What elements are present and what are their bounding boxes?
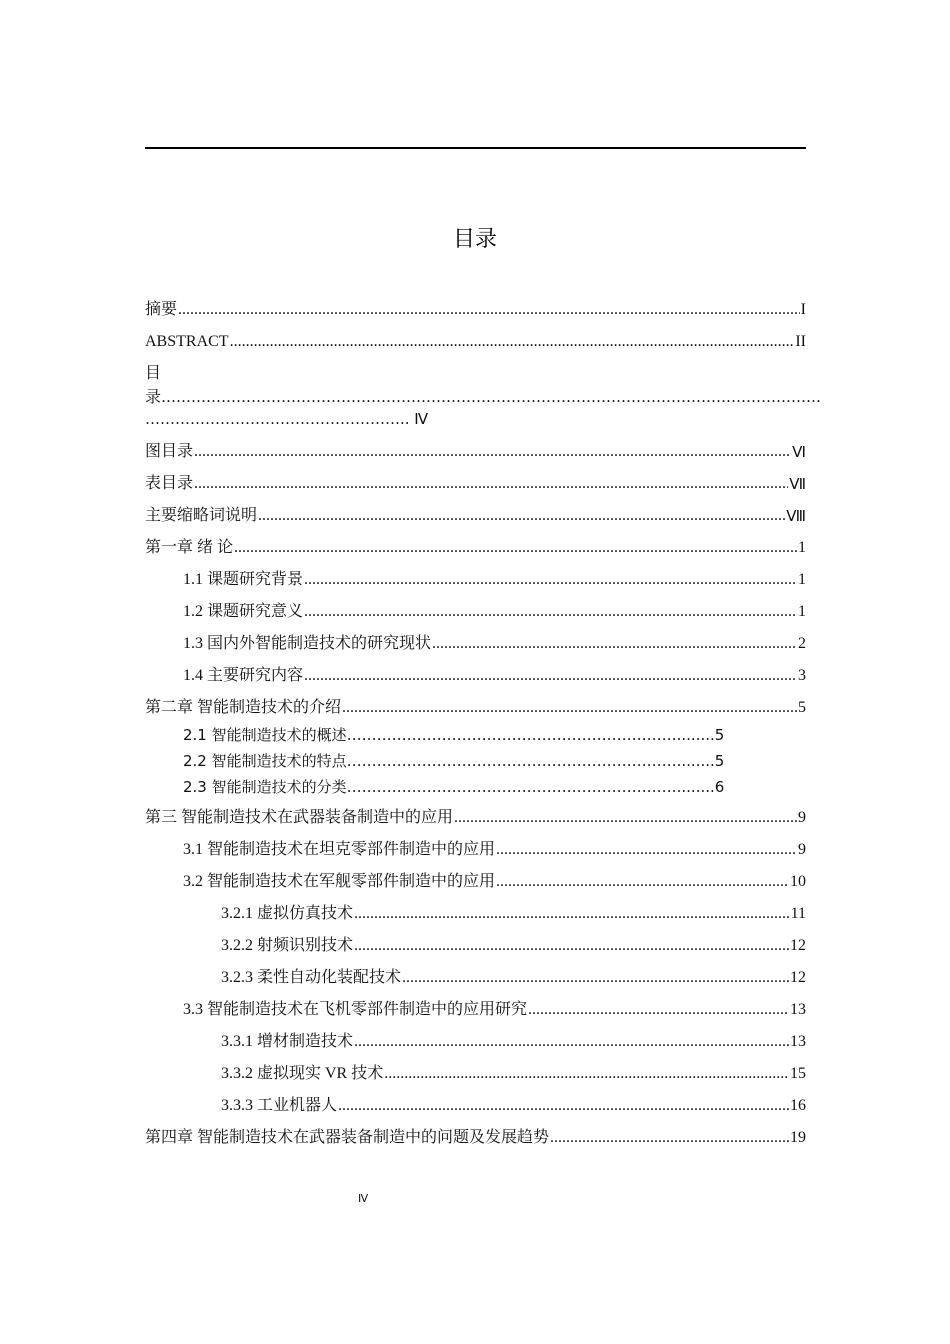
toc-entry-label: 3.2 智能制造技术在军舰零部件制造中的应用 — [183, 873, 496, 890]
toc-entry-page: 1 — [798, 539, 806, 556]
toc-entry-page: Ⅷ — [786, 507, 806, 525]
toc-leader — [550, 1128, 789, 1148]
toc-entry[interactable] — [145, 1124, 806, 1148]
toc-entry-page: 9 — [798, 809, 806, 826]
toc-entry-page: 19 — [790, 1129, 806, 1146]
toc-entry-label: 第三 智能制造技术在武器装备制造中的应用 — [145, 809, 454, 826]
toc-entry[interactable] — [183, 776, 803, 798]
toc-entry-page: 2 — [798, 635, 806, 652]
toc-entry-page: Ⅵ — [792, 443, 806, 461]
toc-entry-page: 1 — [798, 603, 806, 620]
toc-leader — [194, 442, 791, 462]
toc-entry-label: 3.3.2 虚拟现实 VR 技术 — [221, 1065, 384, 1082]
toc-entry-label: 1.1 课题研究背景 — [183, 571, 304, 588]
toc-entry[interactable] — [145, 996, 806, 1020]
toc-leader — [342, 698, 797, 718]
toc-entry[interactable] — [145, 630, 806, 654]
toc-entry[interactable] — [145, 534, 806, 558]
toc-entry-label: 主要缩略词说明 — [145, 507, 258, 524]
toc-entry-label: 3.2.3 柔性自动化装配技术 — [221, 969, 402, 986]
toc-leader — [402, 968, 789, 988]
toc-entry-page: Ⅶ — [789, 475, 806, 493]
toc-entry-label: 2.2 智能制造技术的特点 — [183, 752, 347, 770]
toc-leader — [258, 506, 785, 526]
toc-entry-page: 12 — [790, 937, 806, 954]
toc-entry-label: 录 — [145, 389, 162, 406]
toc-leader — [338, 1096, 789, 1116]
toc-entry-page: II — [795, 333, 806, 350]
toc-entry[interactable] — [145, 566, 806, 590]
toc-entry-page: ........6 — [676, 778, 725, 796]
toc-entry[interactable] — [145, 932, 806, 956]
toc-entry-label: 1.2 课题研究意义 — [183, 603, 304, 620]
toc-entry-label: 表目录 — [145, 475, 194, 492]
toc-entry-page: 11 — [790, 905, 806, 922]
toc-leader — [178, 300, 800, 320]
toc-entry-page: 3 — [798, 667, 806, 684]
toc-entry[interactable] — [145, 964, 806, 988]
toc-entry-label: 2.1 智能制造技术的概述 — [183, 726, 347, 744]
toc-entry[interactable] — [145, 296, 806, 320]
toc-entry-label: 3.3 智能制造技术在飞机零部件制造中的应用研究 — [183, 1001, 528, 1018]
toc-entry[interactable] — [145, 328, 806, 352]
toc-entry-label: 摘要 — [145, 301, 178, 318]
toc-leader — [454, 808, 797, 828]
toc-entry-page: 16 — [790, 1097, 806, 1114]
toc-entry-continuation — [145, 410, 428, 429]
toc-entry[interactable] — [145, 1028, 806, 1052]
toc-entry[interactable] — [183, 750, 803, 772]
toc-entry[interactable] — [145, 598, 806, 622]
toc-entry[interactable] — [145, 662, 806, 686]
toc-entry-label: ABSTRACT — [145, 333, 229, 350]
toc-entry-label: 3.1 智能制造技术在坦克零部件制造中的应用 — [183, 841, 496, 858]
toc-entry[interactable] — [145, 438, 806, 462]
toc-entry-label: 3.3.3 工业机器人 — [221, 1097, 338, 1114]
toc-leader — [432, 634, 797, 654]
toc-leader — [354, 904, 790, 924]
toc-entry[interactable] — [145, 694, 806, 718]
toc-entry-page: 13 — [790, 1033, 806, 1050]
toc-leader — [496, 840, 797, 860]
toc-entry-page: .. Ⅳ — [400, 410, 429, 428]
toc-leader — [528, 1000, 789, 1020]
toc-leader — [304, 666, 797, 686]
toc-entry-label: 第四章 智能制造技术在武器装备制造中的问题及发展趋势 — [145, 1129, 550, 1146]
toc-entry-page: 12 — [790, 969, 806, 986]
toc-leader: …………………………………………… — [145, 410, 400, 428]
toc-entry[interactable] — [145, 868, 806, 892]
toc-entry-page: 5 — [798, 699, 806, 716]
toc-entry-label: 3.2.1 虚拟仿真技术 — [221, 905, 354, 922]
footer-page-number: Ⅳ — [358, 1192, 369, 1205]
toc-entry-label: 1.3 国内外智能制造技术的研究现状 — [183, 635, 432, 652]
toc-leader — [354, 936, 789, 956]
toc-leader — [354, 1032, 789, 1052]
toc-leader: ………………………………………………………… — [346, 726, 677, 744]
toc-entry[interactable] — [145, 470, 806, 494]
toc-entry[interactable] — [145, 384, 835, 408]
toc-entry[interactable] — [145, 1060, 806, 1084]
toc-entry-page: I — [800, 301, 806, 318]
toc-entry-page: 10 — [790, 873, 806, 890]
toc-entry-label: 第二章 智能制造技术的介绍 — [145, 699, 342, 716]
toc-leader — [194, 474, 788, 494]
toc-leader: …………………………………………………………………………………………………………………… — [161, 388, 822, 406]
toc-entry-label: 1.4 主要研究内容 — [183, 667, 304, 684]
toc-entry-label: 第一章 绪 论 — [145, 539, 234, 556]
toc-entry[interactable] — [183, 724, 803, 746]
toc-leader — [234, 538, 797, 558]
toc-entry[interactable] — [145, 836, 806, 860]
toc-entry-page: 1 — [798, 571, 806, 588]
toc-entry-page: ........5 — [676, 752, 725, 770]
toc-leader — [230, 332, 795, 352]
header-rule — [145, 147, 806, 149]
toc-entry-page: 9 — [798, 841, 806, 858]
page-title: 目录 — [452, 227, 497, 252]
toc-leader — [304, 602, 797, 622]
toc-entry[interactable] — [145, 502, 806, 526]
toc-entry-label: 3.2.2 射频识别技术 — [221, 937, 354, 954]
toc-entry-page: 13 — [790, 1001, 806, 1018]
toc-leader: ………………………………………………………… — [346, 778, 677, 796]
toc-entry-label: 2.3 智能制造技术的分类 — [183, 778, 347, 796]
toc-leader — [304, 570, 797, 590]
toc-entry-page: ........5 — [676, 726, 725, 744]
toc-entry-label: 图目录 — [145, 443, 194, 460]
toc-leader — [384, 1064, 789, 1084]
toc-entry-page: 15 — [790, 1065, 806, 1082]
toc-entry[interactable] — [145, 804, 806, 828]
toc-leader — [496, 872, 789, 892]
toc-entry-label: 3.3.1 增材制造技术 — [221, 1033, 354, 1050]
toc-entry-label: 目 — [145, 365, 162, 382]
toc-leader: ………………………………………………………… — [346, 752, 677, 770]
toc-entry[interactable] — [145, 1092, 806, 1116]
toc-entry[interactable] — [145, 900, 806, 924]
